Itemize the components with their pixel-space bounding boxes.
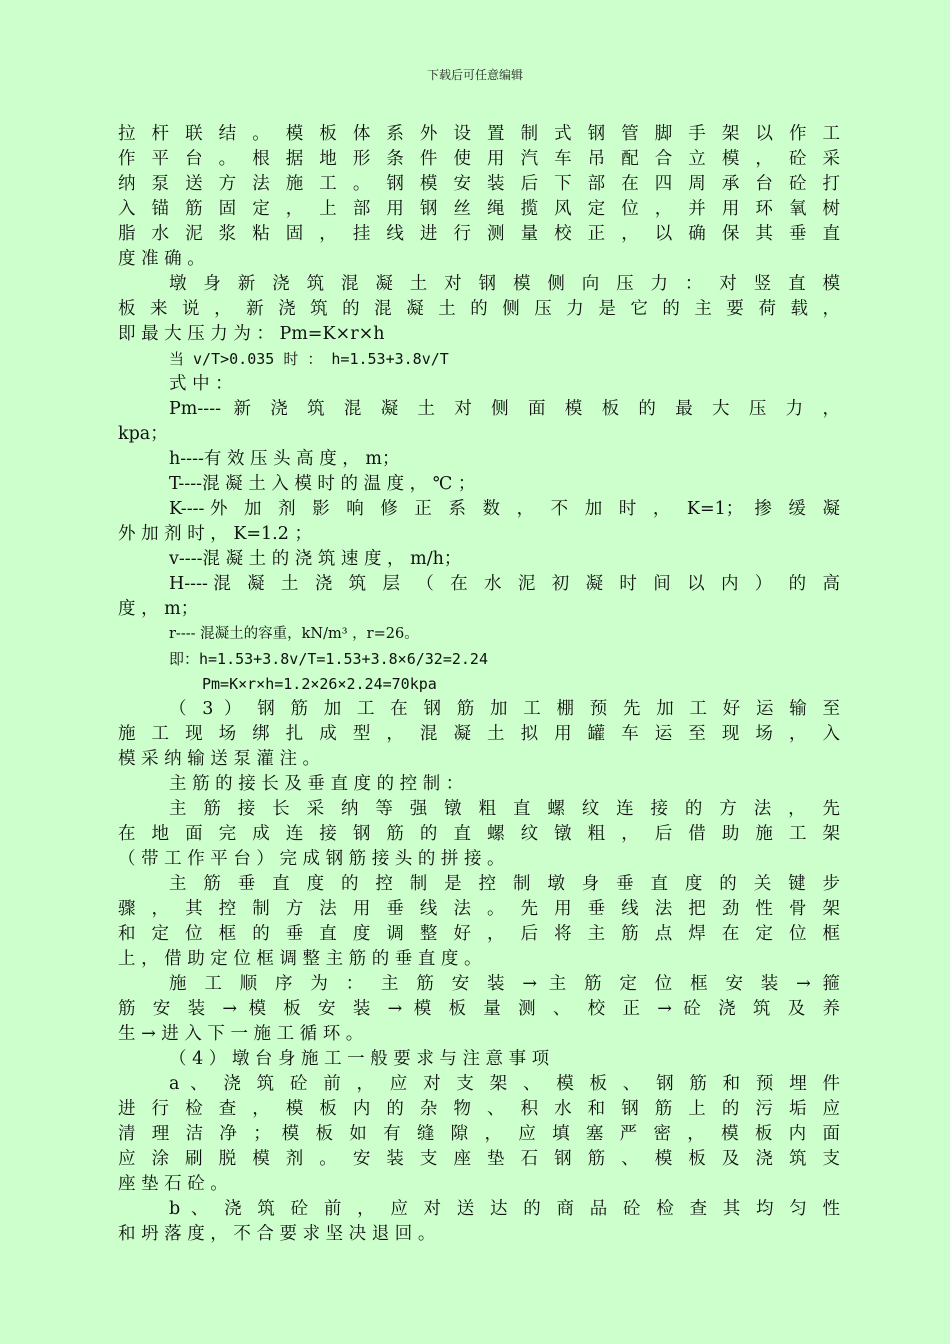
text-line: 清 理 洁 净 ； 模 板 如 有 缝 隙 ， 应 填 塞 严 密 ， 模 板 内 面 (118, 1124, 840, 1144)
text-line: 纳 泵 送 方 法 施 工 。 钢 模 安 装 后 下 部 在 四 周 承 台 砼 打 (118, 174, 840, 194)
text-line: 上 ， 借 助 定 位 框 调 整 主 筋 的 垂 直 度 。 (118, 949, 482, 969)
text-line: （ 3 ） 钢 筋 加 工 在 钢 筋 加 工 棚 预 先 加 工 好 运 输 至 (169, 699, 840, 719)
text-line: 度 ， m； (118, 599, 199, 619)
text-line: r---- 混凝土的容重，kN/m³ ，r=26。 (169, 626, 419, 642)
text-line: （ 4 ） 墩 台 身 施 工 一 般 要 求 与 注 意 事 项 (169, 1049, 550, 1069)
text-line: 式 中 ： (169, 374, 233, 394)
text-line: 在 地 面 完 成 连 接 钢 筋 的 直 螺 纹 镦 粗 ， 后 借 助 施 工 架 (118, 824, 840, 844)
document-body (118, 122, 840, 1247)
text-line: 脂 水 泥 浆 粘 固 ， 挂 线 进 行 测 量 校 正 ， 以 确 保 其 垂 直 (118, 224, 840, 244)
text-line: 墩 身 新 浇 筑 混 凝 土 对 钢 模 侧 向 压 力 ： 对 竖 直 模 (169, 274, 840, 294)
text-line: h----有 效 压 头 高 度 ， m； (169, 449, 400, 469)
text-line: 应 涂 刷 脱 模 剂 。 安 装 支 座 垫 石 钢 筋 、 模 板 及 浇 筑 支 (118, 1149, 840, 1169)
text-line: v----混 凝 土 的 浇 筑 速 度 ， m/h； (169, 549, 462, 569)
text-line: 生 → 进 入 下 一 施 工 循 环 。 (118, 1024, 364, 1044)
text-line: Pm---- 新 浇 筑 混 凝 土 对 侧 面 模 板 的 最 大 压 力 ， (169, 399, 840, 419)
text-line: 进 行 检 查 ， 模 板 内 的 杂 物 、 积 水 和 钢 筋 上 的 污 垢 应 (118, 1099, 840, 1119)
text-line: 即：h=1.53+3.8v/T=1.53+3.8×6/32=2.24 (169, 650, 488, 668)
page-header-note: 下载后可任意编辑 (426, 68, 523, 82)
text-line: 筋 安 装 → 模 板 安 装 → 模 板 量 测 、 校 正 → 砼 浇 筑 及 养 (118, 999, 840, 1019)
text-line: （ 带 工 作 平 台 ） 完 成 钢 筋 接 头 的 拼 接 。 (118, 849, 505, 869)
text-line: 和 坍 落 度 ， 不 合 要 求 坚 决 退 回 。 (118, 1224, 436, 1244)
text-line: K----外 加 剂 影 响 修 正 系 数 ， 不 加 时 ， K=1； 掺 缓 凝 (169, 499, 840, 519)
text-line: 拉 杆 联 结 。 模 板 体 系 外 设 置 制 式 钢 管 脚 手 架 以 作 工 (118, 124, 840, 144)
text-line: a 、 浇 筑 砼 前 ， 应 对 支 架 、 模 板 、 钢 筋 和 预 埋 件 (169, 1074, 840, 1094)
text-line: 入 锚 筋 固 定 ， 上 部 用 钢 丝 绳 揽 风 定 位 ， 并 用 环 氧 树 (118, 199, 840, 219)
text-line: 和 定 位 框 的 垂 直 度 调 整 好 ， 后 将 主 筋 点 焊 在 定 位 框 (118, 924, 840, 944)
text-line: 主 筋 的 接 长 及 垂 直 度 的 控 制 ： (169, 774, 464, 794)
text-line: H----混 凝 土 浇 筑 层 （ 在 水 泥 初 凝 时 间 以 内 ） 的 高 (169, 574, 840, 594)
text-line: T----混 凝 土 入 模 时 的 温 度 ， ℃ ； (169, 474, 476, 494)
text-line: 主 筋 接 长 采 纳 等 强 镦 粗 直 螺 纹 连 接 的 方 法 ， 先 (169, 799, 840, 819)
text-line: kpa； (118, 424, 168, 444)
text-line: 作 平 台 。 根 据 地 形 条 件 使 用 汽 车 吊 配 合 立 模 ， 砼 采 (118, 149, 840, 169)
text-line: 施 工 顺 序 为 ： 主 筋 安 装 → 主 筋 定 位 框 安 装 → 箍 (169, 974, 840, 994)
text-line: 当 v/T>0.035 时 ： h=1.53+3.8v/T (169, 350, 449, 368)
text-line: 即 最 大 压 力 为 ： Pm=K×r×h (118, 324, 385, 344)
text-line: 度 准 确 。 (118, 249, 205, 269)
text-line: 板 来 说 ， 新 浇 筑 的 混 凝 土 的 侧 压 力 是 它 的 主 要 荷 载 ， (118, 299, 840, 319)
text-line: 施 工 现 场 绑 扎 成 型 ， 混 凝 土 拟 用 罐 车 运 至 现 场 ， 入 (118, 724, 840, 744)
text-line: 模 采 纳 输 送 泵 灌 注 。 (118, 749, 321, 769)
text-line: b 、 浇 筑 砼 前 ， 应 对 送 达 的 商 品 砼 检 查 其 均 匀 性 (169, 1199, 840, 1219)
text-line: 外 加 剂 时 ， K=1.2 ； (118, 524, 312, 544)
text-line: Pm=K×r×h=1.2×26×2.24=70kpa (202, 675, 437, 693)
text-line: 骤 ， 其 控 制 方 法 用 垂 线 法 。 先 用 垂 线 法 把 劲 性 骨 架 (118, 899, 840, 919)
text-line: 座 垫 石 砼 。 (118, 1174, 228, 1194)
text-line: 主 筋 垂 直 度 的 控 制 是 控 制 墩 身 垂 直 度 的 关 键 步 (169, 874, 840, 894)
